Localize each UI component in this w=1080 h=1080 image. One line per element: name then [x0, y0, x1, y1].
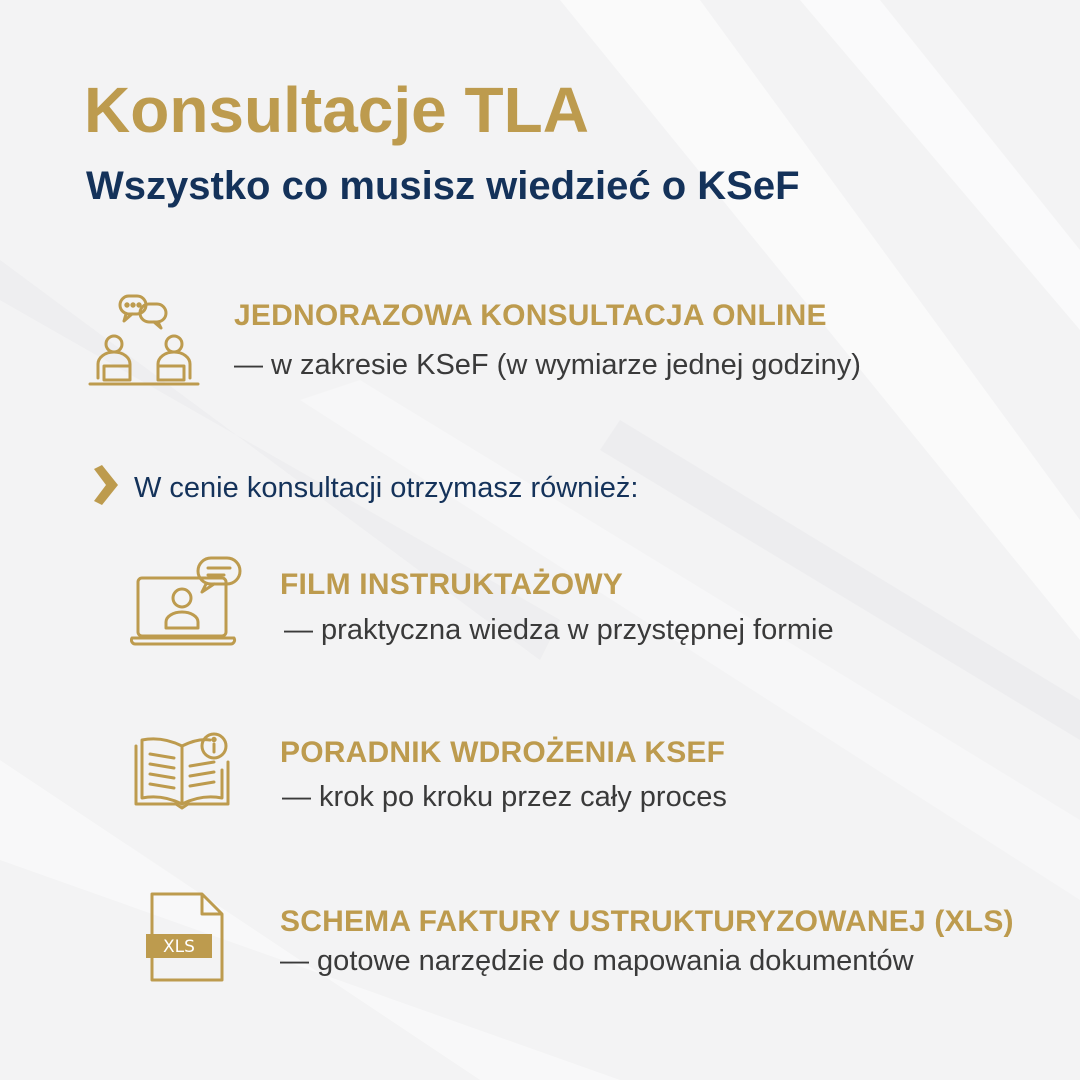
includes-label: W cenie konsultacji otrzymasz również:	[134, 472, 639, 504]
main-offer-heading: JEDNORAZOWA KONSULTACJA ONLINE	[234, 299, 827, 332]
item-xls-description: — gotowe narzędzie do mapowania dokumentów	[280, 945, 914, 977]
consultation-people-icon	[88, 292, 200, 388]
main-offer-description: — w zakresie KSeF (w wymiarze jednej godziny)	[234, 349, 861, 381]
video-tutorial-icon	[130, 556, 246, 652]
item-xls-heading: SCHEMA FAKTURY USTRUKTURYZOWANEJ (XLS)	[280, 905, 1014, 938]
guide-book-icon	[132, 732, 232, 812]
item-guide-description: — krok po kroku przez cały proces	[282, 781, 727, 813]
page-subtitle: Wszystko co musisz wiedzieć o KSeF	[86, 164, 800, 208]
item-video-heading: FILM INSTRUKTAŻOWY	[280, 568, 623, 601]
page-title: Konsultacje TLA	[84, 74, 589, 146]
xls-file-icon	[142, 892, 228, 986]
item-guide-heading: PORADNIK WDROŻENIA KSEF	[280, 736, 726, 769]
xls-badge-label: XLS	[163, 937, 195, 957]
chevron-right-icon	[92, 465, 120, 505]
item-video-description: — praktyczna wiedza w przystępnej formie	[284, 614, 834, 646]
